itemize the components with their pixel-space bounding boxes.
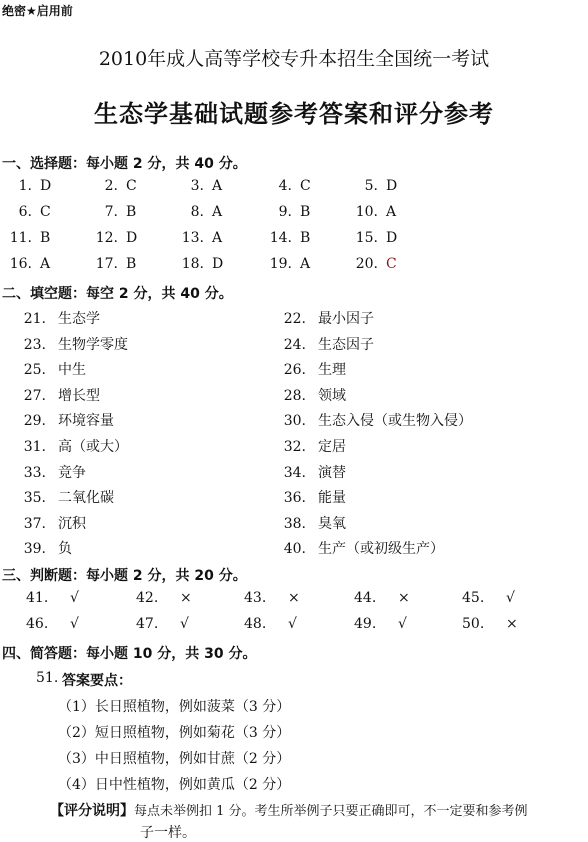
fill-answer-item (16, 308, 100, 328)
fill-answer-item (16, 410, 114, 430)
judge-answer-item (136, 616, 189, 632)
answer-value: 臭氧 (318, 515, 346, 532)
check-mark-icon: √ (70, 616, 79, 632)
answer-value: 最小因子 (318, 311, 374, 327)
point-1: （1）长日照植物，例如菠菜（3 分） (58, 699, 291, 715)
answer-value: 能量 (318, 490, 346, 507)
fill-answer-item (16, 334, 128, 354)
answer-value: 环境容量 (58, 413, 114, 430)
question-number: 30. (283, 413, 306, 430)
question-number: 25. (23, 362, 46, 379)
scoring-note-line2: 子一样。 (140, 825, 196, 841)
check-mark-icon: √ (70, 590, 79, 606)
exam-title: 2010年成人高等学校专升本招生全国统一考试 (98, 48, 490, 70)
choice-answer-item (266, 256, 310, 272)
judge-answer-item (462, 616, 518, 632)
choice-answer-item (266, 230, 310, 246)
answer-value: B (300, 230, 311, 246)
fill-answer-item (16, 513, 86, 533)
question-number: 40. (283, 541, 306, 558)
point-4: （4）日中性植物，例如黄瓜（2 分） (58, 777, 291, 793)
scoring-note-line1: 每点未举例扣 1 分。考生所举例子只要正确即可，不一定要和参考例 (134, 804, 528, 819)
question-number: 4. (278, 178, 292, 194)
fill-answer-item (16, 462, 86, 482)
question-number: 34. (283, 464, 306, 481)
question-51-label: 51. (36, 670, 59, 686)
answer-value: A (212, 204, 223, 220)
question-number: 7. (104, 204, 118, 220)
question-number: 8. (190, 204, 204, 220)
answer-value: 二氧化碳 (58, 490, 114, 507)
question-number: 48. (244, 616, 267, 632)
point-2: （2）短日照植物，例如菊花（3 分） (58, 725, 291, 741)
question-number: 14. (269, 230, 292, 246)
question-number: 26. (283, 362, 306, 379)
choice-answer-item (352, 256, 397, 272)
answer-value: D (212, 256, 224, 272)
choice-answer-item (92, 204, 136, 220)
question-number: 32. (283, 439, 306, 455)
question-number: 18. (181, 256, 204, 272)
answer-value: 演替 (318, 464, 346, 481)
answer-value: B (126, 256, 137, 272)
choice-answer-item (178, 204, 222, 220)
answer-value: A (212, 178, 223, 194)
check-mark-icon: √ (506, 590, 515, 606)
question-number: 24. (283, 336, 306, 353)
question-number: 39. (23, 541, 46, 558)
question-number: 47. (136, 616, 159, 632)
choice-answer-item (352, 204, 396, 220)
question-number: 37. (23, 515, 46, 532)
judge-answer-item (26, 616, 79, 632)
answer-value: 增长型 (58, 387, 100, 404)
question-number: 5. (364, 178, 378, 194)
judge-answer-item (136, 590, 192, 606)
choice-answer-item (266, 204, 310, 220)
answer-value: B (40, 230, 51, 246)
answer-value: C (40, 204, 51, 220)
fill-answer-item (276, 538, 444, 558)
scoring-note-label: 【评分说明】 (50, 803, 134, 819)
judge-answer-item (26, 590, 79, 606)
question-number: 28. (283, 387, 306, 404)
check-mark-icon: √ (288, 616, 297, 632)
choice-answer-item (6, 204, 51, 220)
question-number: 3. (190, 178, 204, 194)
fill-answer-item (16, 487, 114, 507)
question-number: 2. (104, 178, 118, 194)
judge-answer-item (244, 616, 297, 632)
question-51-title: 答案要点： (62, 673, 132, 689)
fill-answer-item (16, 385, 100, 405)
question-number: 22. (283, 311, 306, 327)
answer-value: A (40, 256, 51, 272)
question-number: 1. (18, 178, 32, 194)
answer-value: 生产（或初级生产） (318, 541, 444, 558)
answer-value: D (386, 230, 398, 246)
question-number: 20. (355, 256, 378, 272)
section-heading-judge: 三、判断题：每小题 2 分，共 20 分。 (2, 568, 247, 584)
answer-value: 高（或大） (58, 439, 128, 455)
judge-answer-item (354, 616, 407, 632)
question-number: 12. (95, 230, 118, 246)
question-number: 10. (355, 204, 378, 220)
question-number: 49. (354, 616, 377, 632)
answer-value: B (300, 204, 311, 220)
question-number: 15. (355, 230, 378, 246)
fill-answer-item (16, 538, 72, 558)
answer-value: 中生 (58, 362, 86, 379)
question-number: 19. (269, 256, 292, 272)
question-number: 31. (23, 439, 46, 455)
fill-answer-item (276, 334, 374, 354)
question-number: 9. (278, 204, 292, 220)
judge-answer-item (354, 590, 410, 606)
section-heading-choice: 一、选择题：每小题 2 分，共 40 分。 (2, 156, 247, 172)
choice-answer-item (6, 230, 50, 246)
cross-mark-icon: × (180, 590, 192, 606)
fill-answer-item (16, 436, 128, 456)
answer-value: A (212, 230, 223, 246)
question-number: 50. (462, 616, 485, 632)
question-number: 27. (23, 387, 46, 404)
scoring-note (50, 800, 528, 820)
question-number: 35. (23, 490, 46, 507)
fill-answer-item (276, 513, 346, 533)
fill-answer-item (276, 410, 472, 430)
fill-answer-item (16, 359, 86, 379)
fill-answer-item (276, 308, 374, 328)
fill-answer-item (276, 385, 346, 405)
question-number: 42. (136, 590, 159, 606)
question-number: 21. (23, 311, 46, 327)
answer-value: D (386, 178, 398, 194)
answer-value: D (126, 230, 138, 246)
answer-value: 定居 (318, 439, 346, 455)
choice-answer-item (92, 178, 137, 194)
fill-answer-item (276, 359, 346, 379)
choice-answer-item (178, 178, 222, 194)
answer-value: A (300, 256, 311, 272)
question-number: 11. (9, 230, 32, 246)
answer-value: 沉积 (58, 515, 86, 532)
fill-answer-item (276, 487, 346, 507)
check-mark-icon: √ (398, 616, 407, 632)
answer-value: 负 (58, 541, 72, 558)
check-mark-icon: √ (180, 616, 189, 632)
section-heading-short: 四、简答题：每小题 10 分，共 30 分。 (2, 646, 257, 662)
answer-value: C (126, 178, 137, 194)
question-number: 16. (9, 256, 32, 272)
question-number: 13. (181, 230, 204, 246)
point-3: （3）中日照植物，例如甘蔗（2 分） (58, 751, 291, 767)
answer-value: A (386, 204, 397, 220)
choice-answer-item (6, 178, 51, 194)
answer-value: 生物学零度 (58, 336, 128, 353)
question-number: 33. (23, 464, 46, 481)
confidential-mark: 绝密★启用前 (2, 4, 73, 18)
question-number: 23. (23, 336, 46, 353)
question-number: 46. (26, 616, 49, 632)
judge-answer-item (462, 590, 515, 606)
choice-answer-item (92, 256, 136, 272)
answer-value: 竞争 (58, 464, 86, 481)
question-number: 44. (354, 590, 377, 606)
answer-value: 生态学 (58, 311, 100, 327)
choice-answer-item (178, 230, 222, 246)
question-number: 43. (244, 590, 267, 606)
question-number: 17. (95, 256, 118, 272)
choice-answer-item (352, 178, 397, 194)
answer-value: B (126, 204, 137, 220)
fill-answer-item (276, 462, 346, 482)
fill-answer-item (276, 436, 346, 456)
answer-value: C (300, 178, 311, 194)
cross-mark-icon: × (288, 590, 300, 606)
answer-value: 生理 (318, 362, 346, 379)
choice-answer-item (92, 230, 137, 246)
answer-value: 生态因子 (318, 336, 374, 353)
question-number: 38. (283, 515, 306, 532)
question-number: 29. (23, 413, 46, 430)
choice-answer-item (178, 256, 223, 272)
question-number: 36. (283, 490, 306, 507)
answer-value: 生态入侵（或生物入侵） (318, 413, 472, 430)
question-number: 45. (462, 590, 485, 606)
cross-mark-icon: × (398, 590, 410, 606)
choice-answer-item (266, 178, 311, 194)
document-title: 生态学基础试题参考答案和评分参考 (94, 100, 494, 128)
cross-mark-icon: × (506, 616, 518, 632)
answer-value: D (40, 178, 52, 194)
question-number: 6. (18, 204, 32, 220)
answer-value: 领域 (318, 387, 346, 404)
choice-answer-item (6, 256, 50, 272)
choice-answer-item (352, 230, 397, 246)
section-heading-fill: 二、填空题：每空 2 分，共 40 分。 (2, 286, 233, 302)
question-number: 41. (26, 590, 49, 606)
judge-answer-item (244, 590, 300, 606)
answer-value: C (386, 256, 397, 272)
